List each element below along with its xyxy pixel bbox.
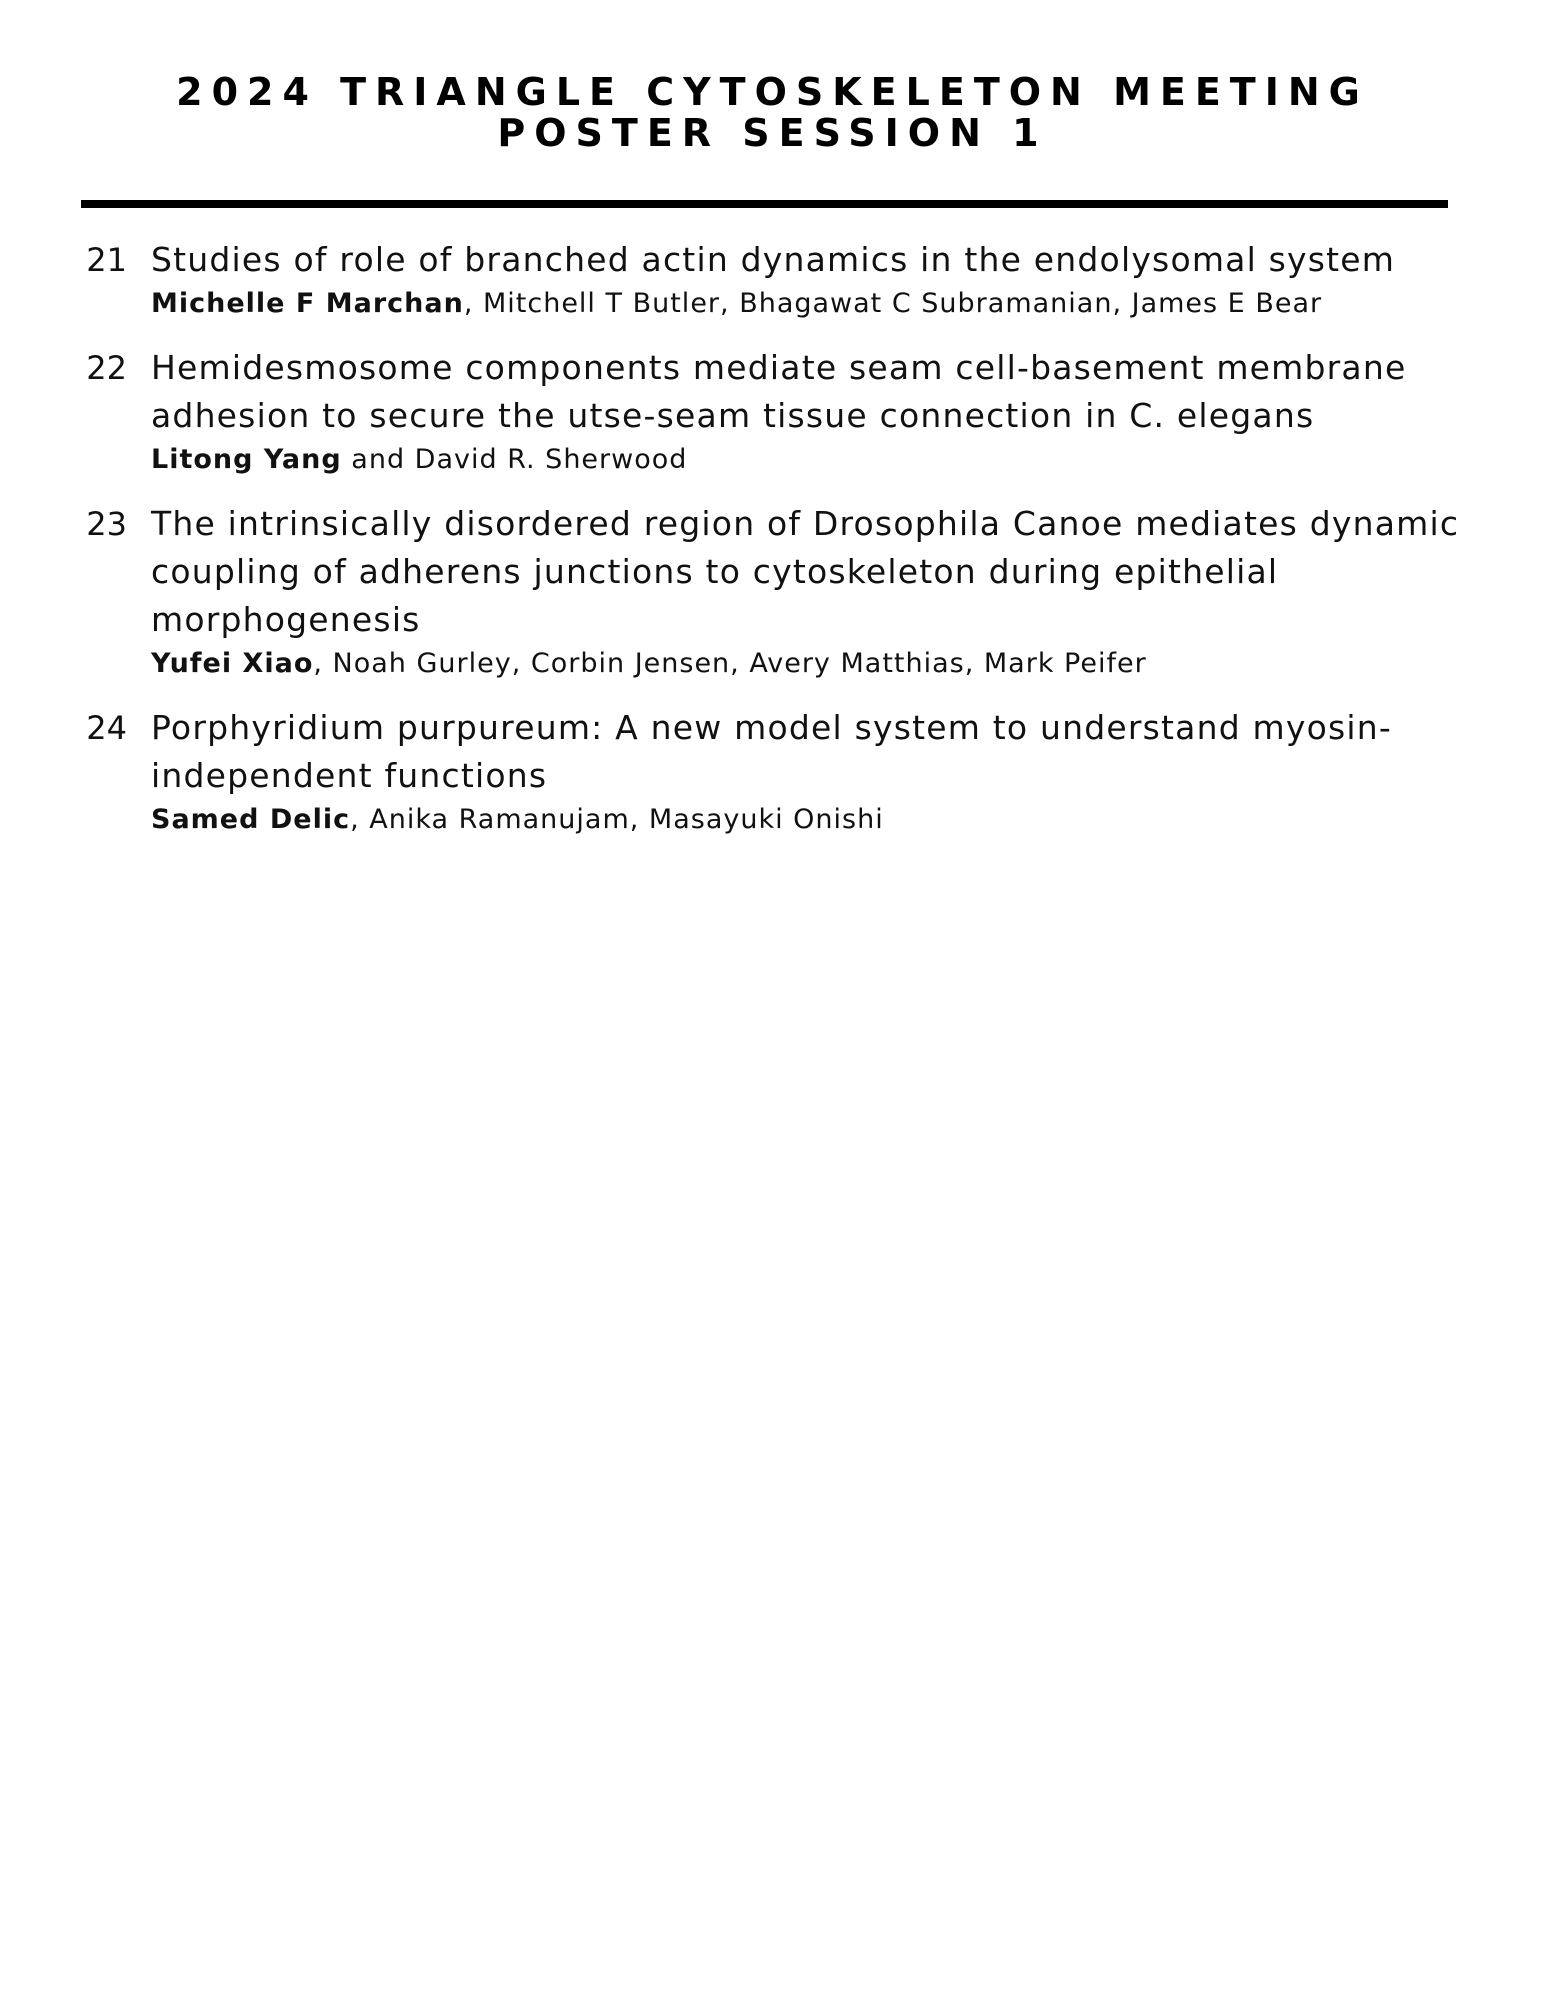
poster-authors	[151, 644, 1471, 684]
co-authors: , Mitchell T Butler, Bhagawat C Subramanian, James E Bear	[463, 288, 1323, 319]
poster-entry-22	[81, 344, 1471, 480]
header-divider	[81, 200, 1448, 208]
poster-list	[81, 236, 1471, 860]
poster-number: 23	[86, 505, 127, 543]
poster-entry-23	[81, 500, 1471, 684]
poster-authors	[151, 800, 1471, 840]
poster-title: Studies of role of branched actin dynamics in the endolysomal system	[151, 240, 1396, 279]
poster-title: Hemidesmosome components mediate seam cell-basement membrane adhesion to secure the utse-seam tissue connection in C. elegans	[151, 348, 1407, 435]
poster-title: Porphyridium purpureum: A new model system to understand myosin-independent functions	[151, 708, 1393, 795]
session-title: POSTER SESSION 1	[497, 111, 1048, 155]
lead-author: Michelle F Marchan	[151, 288, 464, 319]
poster-authors	[151, 440, 1471, 480]
lead-author: Litong Yang	[151, 444, 342, 475]
meeting-title: 2024 TRIANGLE CYTOSKELETON MEETING	[176, 70, 1369, 114]
lead-author: Samed Delic	[151, 804, 351, 835]
poster-authors	[151, 284, 1471, 324]
lead-author: Yufei Xiao	[151, 648, 314, 679]
poster-entry-21	[81, 236, 1471, 324]
page-header	[0, 72, 1545, 154]
co-authors: and David R. Sherwood	[341, 444, 688, 475]
co-authors: , Noah Gurley, Corbin Jensen, Avery Matthias, Mark Peifer	[313, 648, 1147, 679]
poster-number: 22	[86, 349, 127, 387]
poster-title: The intrinsically disordered region of Drosophila Canoe mediates dynamic coupling of adherens junctions to cytoskeleton during epithelial morphogenesis	[151, 504, 1460, 639]
poster-entry-24	[81, 704, 1471, 840]
poster-number: 24	[86, 709, 127, 747]
co-authors: , Anika Ramanujam, Masayuki Onishi	[350, 804, 884, 835]
poster-number: 21	[86, 241, 127, 279]
